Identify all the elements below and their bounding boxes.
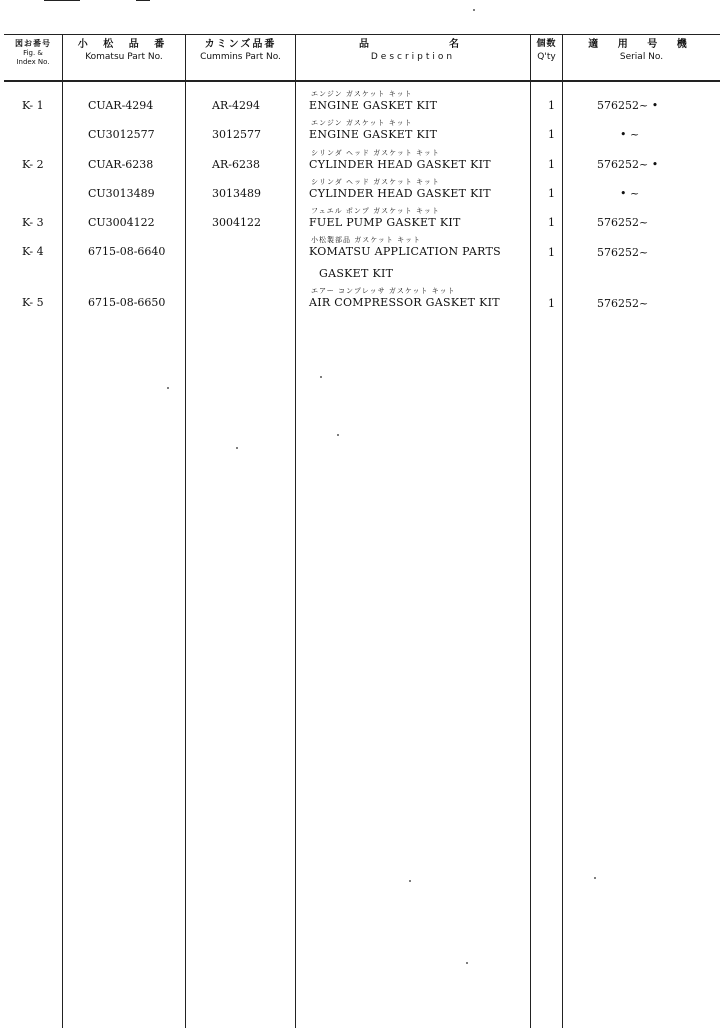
- row-qty: 1: [548, 216, 555, 229]
- row-index: K- 4: [22, 245, 44, 258]
- row-serial: 576252~ •: [597, 99, 659, 112]
- row-description: ENGINE GASKET KIT: [309, 99, 438, 112]
- col-divider-2: [185, 34, 186, 1028]
- col-divider-1: [62, 34, 63, 1028]
- top-mark-right: [136, 0, 150, 1]
- row-komatsu-part: CUAR-4294: [88, 99, 154, 112]
- row-kana: エンジン ガスケット キット: [311, 90, 413, 98]
- scan-speck: [337, 434, 339, 436]
- row-komatsu-part: 6715-08-6650: [88, 296, 166, 309]
- header-index-en2: Index No.: [16, 58, 50, 66]
- header-qty-en: Q'ty: [537, 52, 556, 62]
- row-description-continued: GASKET KIT: [319, 267, 394, 280]
- row-index: K- 5: [22, 296, 44, 309]
- header-komatsu: [63, 38, 185, 63]
- header-serial-jp: 適 用 号 機: [588, 39, 695, 50]
- row-description: FUEL PUMP GASKET KIT: [309, 216, 461, 229]
- header-description-en: Description: [370, 52, 456, 62]
- row-cummins-part: AR-4294: [212, 99, 260, 112]
- row-kana: エアー コンプレッサ ガスケット キット: [311, 287, 456, 295]
- header-qty: [531, 38, 562, 63]
- scan-speck: [594, 877, 596, 879]
- header-serial-en: Serial No.: [619, 52, 664, 62]
- col-divider-4: [530, 34, 531, 1028]
- row-serial: 576252~ •: [597, 158, 659, 171]
- row-komatsu-part: 6715-08-6640: [88, 245, 166, 258]
- scan-speck: [167, 387, 169, 389]
- col-divider-5: [562, 34, 563, 1028]
- scan-speck: [236, 447, 238, 449]
- scan-speck: [320, 376, 322, 378]
- header-serial: [563, 38, 720, 63]
- row-description: KOMATSU APPLICATION PARTS: [309, 245, 501, 258]
- row-cummins-part: 3013489: [212, 187, 261, 200]
- header-bottom-rule: [4, 80, 720, 82]
- row-komatsu-part: CU3004122: [88, 216, 155, 229]
- header-cummins: [186, 38, 295, 63]
- row-index: K- 2: [22, 158, 44, 171]
- header-index-jp: 図お番号: [15, 39, 51, 48]
- row-kana: エンジン ガスケット キット: [311, 119, 413, 127]
- row-komatsu-part: CU3012577: [88, 128, 155, 141]
- row-cummins-part: AR-6238: [212, 158, 260, 171]
- row-cummins-part: 3004122: [212, 216, 261, 229]
- row-kana: 小松製部品 ガスケット キット: [311, 236, 421, 244]
- row-serial: 576252~: [597, 246, 649, 259]
- header-komatsu-en: Komatsu Part No.: [85, 52, 163, 62]
- row-komatsu-part: CU3013489: [88, 187, 155, 200]
- row-description: ENGINE GASKET KIT: [309, 128, 438, 141]
- header-index-en1: Fig. &: [23, 49, 43, 57]
- row-qty: 1: [548, 99, 555, 112]
- header-cummins-jp: カミンズ品番: [204, 39, 277, 50]
- row-kana: シリンダ ヘッド ガスケット キット: [311, 178, 440, 186]
- row-qty: 1: [548, 246, 555, 259]
- header-qty-jp: 個数: [536, 39, 557, 49]
- row-description: AIR COMPRESSOR GASKET KIT: [309, 296, 500, 309]
- row-qty: 1: [548, 187, 555, 200]
- row-serial: 576252~: [597, 297, 649, 310]
- header-description-jp: 品 名: [359, 39, 467, 50]
- top-mark-left: [44, 0, 80, 1]
- row-komatsu-part: CUAR-6238: [88, 158, 154, 171]
- col-divider-3: [295, 34, 296, 1028]
- scan-speck: [466, 962, 468, 964]
- scan-speck: [473, 9, 475, 11]
- header-index: [4, 38, 62, 67]
- scan-speck: [409, 880, 411, 882]
- row-serial: • ~: [620, 187, 640, 200]
- row-description: CYLINDER HEAD GASKET KIT: [309, 187, 491, 200]
- header-top-rule: [4, 34, 720, 35]
- row-kana: シリンダ ヘッド ガスケット キット: [311, 149, 440, 157]
- row-cummins-part: 3012577: [212, 128, 261, 141]
- row-serial: 576252~: [597, 216, 649, 229]
- row-qty: 1: [548, 158, 555, 171]
- row-kana: フュエル ポンプ ガスケット キット: [311, 207, 440, 215]
- header-komatsu-jp: 小 松 品 番: [77, 39, 171, 50]
- row-qty: 1: [548, 297, 555, 310]
- row-index: K- 3: [22, 216, 44, 229]
- row-serial: • ~: [620, 128, 640, 141]
- header-description: [296, 38, 530, 63]
- row-index: K- 1: [22, 99, 44, 112]
- row-qty: 1: [548, 128, 555, 141]
- row-description: CYLINDER HEAD GASKET KIT: [309, 158, 491, 171]
- header-cummins-en: Cummins Part No.: [200, 52, 281, 62]
